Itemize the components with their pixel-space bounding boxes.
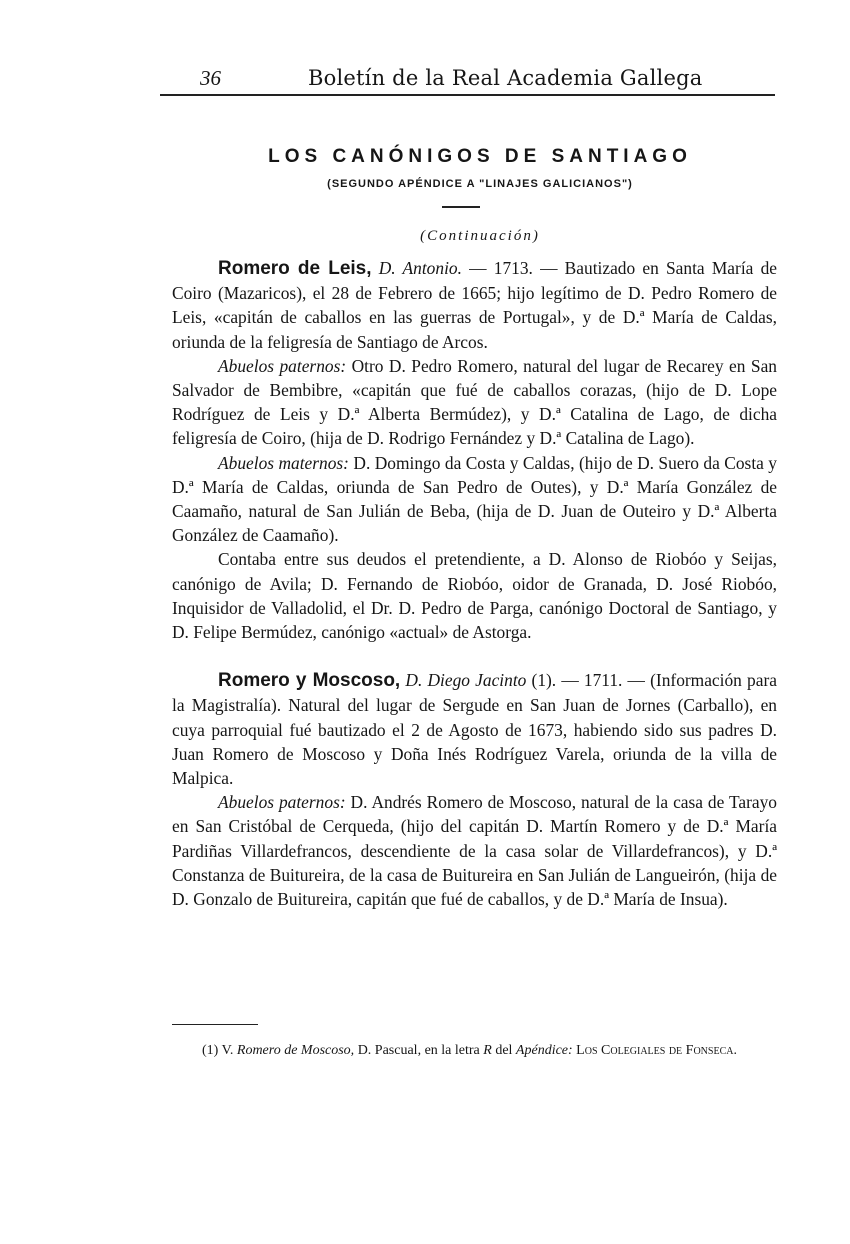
paternal-grandparents <box>172 354 777 451</box>
page-number: 36 <box>200 66 221 90</box>
paternal-text: Otro D. Pedro Romero, natural del lugar de Recarey en San Salvador de Bembibre, «capitán que fué de caballos corazas, (hijo de D. Lope Rodríguez de Leis y D.ª Alberta Bermúdez), y D.ª Catalina de Lago, de dicha feligresía de Coiro, (hija de D. Rodrigo Fernández y D.ª Catalina de Lago). <box>172 355 777 449</box>
entry-given-name: D. Diego Jacinto <box>405 670 527 691</box>
journal-title: Boletín de la Real Academia Gallega <box>308 66 703 90</box>
paternal-grandparents <box>172 790 777 911</box>
header-rule <box>160 94 775 96</box>
footnote <box>172 1040 777 1061</box>
continuation-label: (Continuación) <box>420 228 540 244</box>
maternal-grandparents <box>172 451 777 548</box>
entry-name: Romero y Moscoso, <box>218 670 401 692</box>
footnote-rule <box>172 1024 258 1025</box>
title-divider <box>442 206 480 208</box>
paternal-text: D. Andrés Romero de Moscoso, natural de la casa de Tarayo en San Cristóbal de Cerqueda, (hijo del capitán D. Martín Romero y de D.ª María Pardiñas Villardefrancos, descendiente de la casa solar de Villardefrancos), y D.ª Constanza de Buitureira, de la casa de Buitureira en San Julián de Langueirón, (hija de D. Gonzalo de Buitureira, capitán que fué de caballos, y de D.ª María de Insua). <box>172 792 777 910</box>
maternal-label: Abuelos maternos: <box>218 452 349 473</box>
maternal-text: D. Domingo da Costa y Caldas, (hijo de D. Suero da Costa y D.ª María de Caldas, oriunda de San Pedro de Outes), y D.ª María González de Caamaño, natural de San Julián de Beba, (hija de D. Juan de Outeiro y D.ª Alberta González de Caamaño). <box>172 452 777 546</box>
entry-romero-y-moscoso <box>172 668 777 790</box>
entry-given-name: D. Antonio. <box>378 258 462 278</box>
entry-romero-de-leis <box>172 256 777 354</box>
entry-name: Romero de Leis, <box>218 258 372 279</box>
footnote-text: V. <box>218 1043 237 1058</box>
footnote-italic: Romero de Moscoso, <box>236 1043 355 1058</box>
article-body <box>172 256 777 911</box>
article-subtitle: (SEGUNDO APÉNDICE A "LINAJES GALICIANOS") <box>327 178 633 190</box>
footnote-text: D. Pascual, en la letra <box>354 1043 484 1058</box>
footnote-letter: R <box>483 1043 492 1058</box>
footnote-book: Los Colegiales de Fonseca. <box>572 1043 737 1058</box>
footnote-text: del <box>491 1043 516 1058</box>
footnote-marker: (1) <box>202 1043 219 1058</box>
entry-text: — 1713. — Bautizado en Santa María de Coiro (Mazaricos), el 28 de Febrero de 1665; hijo legítimo de D. Pedro Romero de Leis, «capitán de caballos en las guerras de Portugal», y de D.ª María de Caldas, oriunda de la feligresía de Santiago de Arcos. <box>172 258 777 352</box>
entry-text: (1). — 1711. — (Información para la Magistralía). Natural del lugar de Sergude en San Juan de Jornes (Carballo), en cuya parroquial fué bautizado el 2 de Agosto de 1673, habiendo sido sus padres D. Juan Romero de Moscoso y Doña Inés Rodríguez Varela, oriunda de la villa de Malpica. <box>172 670 777 789</box>
relatives-paragraph: Contaba entre sus deudos el pretendiente, a D. Alonso de Riobóo y Seijas, canónigo de Avila; D. Fernando de Riobóo, oidor de Granada, D. José Riobóo, Inquisidor de Valladolid, el Dr. D. Pedro de Parga, canónigo Doctoral de Santiago, y D. Felipe Bermúdez, canónigo «actual» de Astorga. <box>172 549 777 643</box>
article-title: LOS CANÓNIGOS DE SANTIAGO <box>268 146 692 167</box>
paternal-label: Abuelos paternos: <box>218 355 347 376</box>
footnote-italic: Apéndice: <box>515 1043 573 1058</box>
running-header <box>160 64 775 92</box>
paternal-label: Abuelos paternos: <box>218 792 346 813</box>
